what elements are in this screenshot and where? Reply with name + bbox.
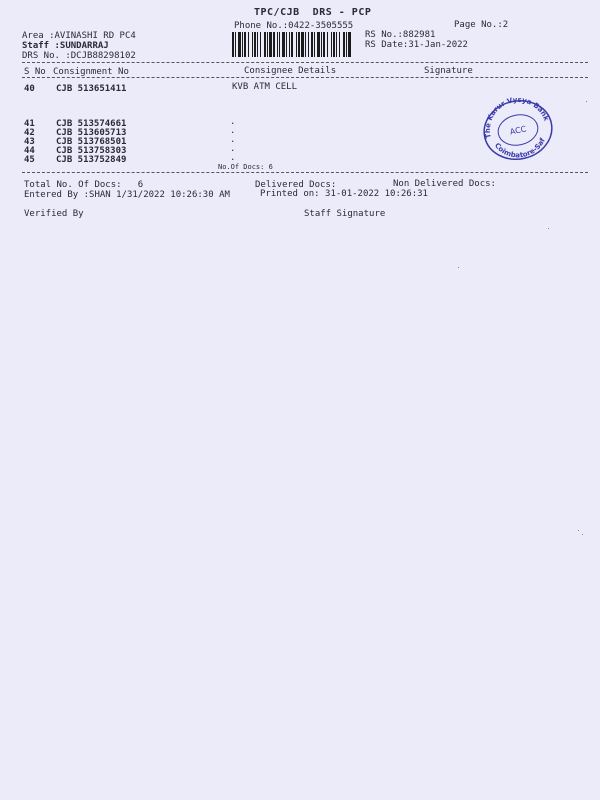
barcode-bar — [343, 32, 345, 57]
row-consignee: . — [230, 126, 236, 136]
row-consignment: CJB 513574661 — [56, 119, 127, 129]
barcode-bar — [286, 32, 287, 57]
scan-speck — [548, 228, 549, 229]
barcode-bar — [291, 32, 293, 57]
scan-speck — [586, 101, 587, 102]
barcode-bar — [282, 32, 285, 57]
delivered-docs: Delivered Docs: — [255, 180, 337, 190]
docs-count-note: No.Of Docs: 6 — [218, 163, 273, 171]
scan-speck — [578, 530, 579, 531]
barcode-bar — [346, 32, 347, 57]
entered-by: Entered By :SHAN 1/31/2022 10:26:30 AM — [24, 190, 230, 200]
barcode-bar — [289, 32, 290, 57]
barcode-bar — [296, 32, 297, 57]
barcode-bar — [317, 32, 320, 57]
barcode-bar — [273, 32, 275, 57]
column-signature: Signature — [424, 66, 473, 76]
drs-number: DRS No. :DCJB88298102 — [22, 51, 136, 61]
row-consignment: CJB 513651411 — [56, 84, 127, 94]
scan-speck — [458, 267, 459, 268]
barcode — [232, 32, 352, 57]
row-consignee: . — [230, 153, 236, 163]
row-consignment: CJB 513605713 — [56, 128, 127, 138]
barcode-bar — [298, 32, 300, 57]
barcode-bar — [333, 32, 335, 57]
barcode-bar — [238, 32, 241, 57]
row-consignment: CJB 513758303 — [56, 146, 127, 156]
barcode-bar — [336, 32, 337, 57]
barcode-bar — [321, 32, 322, 57]
area-field: Area :AVINASHI RD PC4 — [22, 31, 136, 41]
barcode-bar — [232, 32, 234, 57]
non-delivered-docs: Non Delivered Docs: — [393, 179, 496, 189]
barcode-bar — [254, 32, 256, 57]
column-consignment: Consignment No — [53, 67, 129, 77]
barcode-bar — [327, 32, 328, 57]
barcode-bar — [348, 32, 351, 57]
barcode-bar — [279, 32, 280, 57]
printed-on: Printed on: 31-01-2022 10:26:31 — [260, 189, 428, 199]
seal-center-text: ACC — [509, 124, 528, 137]
row-sno: 45 — [24, 155, 35, 165]
barcode-bar — [260, 32, 261, 57]
rs-number: RS No.:882981 — [365, 30, 436, 40]
barcode-bar — [252, 32, 253, 57]
row-sno: 40 — [24, 84, 35, 94]
barcode-bar — [248, 32, 249, 57]
seal-text-top: The Karur Vysya Bank — [483, 96, 551, 140]
scan-speck — [582, 534, 583, 535]
svg-text:Coimbatore-Saf — [492, 132, 550, 164]
barcode-bar — [331, 32, 332, 57]
barcode-bar — [242, 32, 243, 57]
row-sno: 44 — [24, 146, 35, 156]
barcode-bar — [269, 32, 272, 57]
barcode-bar — [323, 32, 325, 57]
barcode-bar — [267, 32, 268, 57]
row-consignee: . — [230, 144, 236, 154]
barcode-bar — [257, 32, 258, 57]
column-consignee: Consignee Details — [244, 66, 337, 76]
verified-by: Verified By — [24, 209, 84, 219]
staff-field: Staff :SUNDARRAJ — [22, 41, 109, 51]
row-sno: 42 — [24, 128, 35, 138]
row-consignee: . — [230, 135, 236, 145]
row-sno: 43 — [24, 137, 35, 147]
barcode-bar — [277, 32, 278, 57]
divider-line — [22, 62, 588, 63]
row-consignee: KVB ATM CELL — [232, 82, 298, 92]
barcode-bar — [311, 32, 313, 57]
seal-text-bottom: Coimbatore-Saf — [492, 137, 547, 160]
page-number: Page No.:2 — [454, 20, 509, 30]
barcode-bar — [305, 32, 306, 57]
rs-date: RS Date:31-Jan-2022 — [365, 40, 468, 50]
divider-line — [22, 77, 588, 78]
phone-number: Phone No.:0422-3505555 — [234, 21, 354, 31]
barcode-bar — [339, 32, 340, 57]
barcode-bar — [244, 32, 246, 57]
barcode-bar — [314, 32, 315, 57]
barcode-bar — [308, 32, 309, 57]
barcode-bar — [264, 32, 266, 57]
document-title: TPC/CJB DRS - PCP — [254, 7, 372, 18]
divider-line — [22, 172, 588, 173]
total-docs: Total No. Of Docs: 6 — [24, 180, 144, 190]
barcode-bar — [235, 32, 236, 57]
staff-signature: Staff Signature — [304, 209, 386, 219]
row-sno: 41 — [24, 119, 35, 129]
bank-seal-stamp — [478, 96, 558, 164]
row-consignment: CJB 513768501 — [56, 137, 127, 147]
column-sno: S No — [24, 67, 46, 77]
row-consignment: CJB 513752849 — [56, 155, 127, 165]
row-consignee: . — [230, 117, 236, 127]
barcode-bar — [301, 32, 304, 57]
